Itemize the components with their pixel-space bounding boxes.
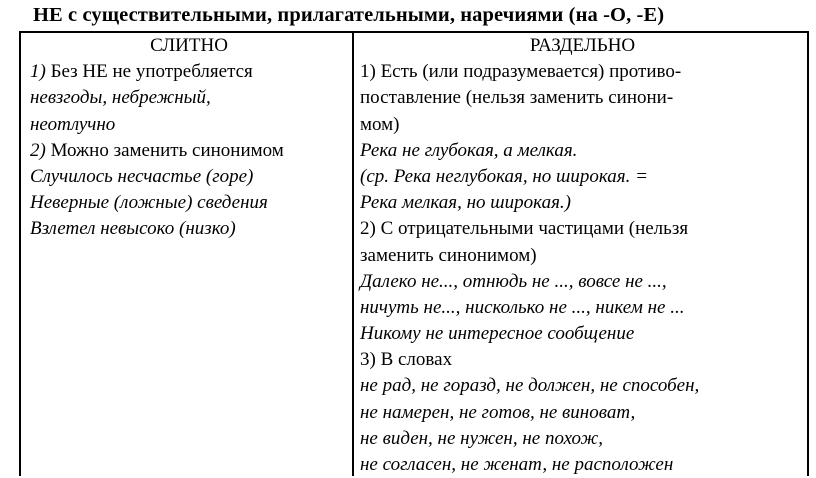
- example-line: не рад, не горазд, не должен, не способен,: [360, 375, 700, 397]
- page-title: НЕ с существительными, прилагательными, наречиями (на -О, -Е): [33, 4, 665, 26]
- rule-2-together: [30, 138, 348, 164]
- example-line: Далеко не..., отнюдь не ..., вовсе не ...,: [360, 270, 667, 292]
- example-line: (ср. Река неглубокая, но широкая. =: [360, 165, 648, 187]
- rule-line: 3) В словах: [360, 349, 453, 371]
- column-header-together: СЛИТНО: [150, 35, 228, 56]
- column-together: [30, 33, 348, 243]
- column-header-separate: РАЗДЕЛЬНО: [529, 35, 636, 56]
- example-line: Взлетел невысоко (низко): [30, 218, 236, 240]
- rule-number: 2): [30, 139, 46, 161]
- example-line: Река не глубокая, а мелкая.: [360, 139, 578, 161]
- rule-1-together: [30, 59, 348, 85]
- example-line: не намерен, не готов, не виноват,: [360, 401, 636, 423]
- rule-text: Можно заменить синонимом: [45, 139, 284, 161]
- rule-text: Без НЕ не употребляется: [45, 61, 253, 83]
- example-line: Река мелкая, но широкая.): [360, 192, 571, 214]
- example-line: Неверные (ложные) сведения: [30, 192, 268, 214]
- column-divider: [352, 33, 354, 476]
- rule-line: 2) С отрицательными частицами (нельзя: [360, 218, 689, 240]
- example-line: не согласен, не женат, не расположен: [360, 454, 674, 475]
- column-separate: [360, 33, 805, 478]
- example-line: Случилось несчастье (горе): [30, 165, 254, 187]
- example-line: Никому не интересное сообщение: [360, 323, 635, 345]
- rules-table: [19, 31, 809, 476]
- rule-number: 1): [30, 61, 46, 83]
- example-line: невзгоды, небрежный,: [30, 87, 211, 109]
- rule-line: поставление (нельзя заменить синони-: [360, 87, 674, 109]
- rule-line: мом): [360, 113, 400, 135]
- example-line: не виден, не нужен, не похож,: [360, 427, 603, 449]
- rule-line: 1) Есть (или подразумевается) противо-: [360, 61, 682, 83]
- rule-line: заменить синонимом): [360, 244, 537, 266]
- example-line: ничуть не..., нисколько не ..., никем не ...: [360, 296, 685, 318]
- example-line: неотлучно: [30, 113, 116, 135]
